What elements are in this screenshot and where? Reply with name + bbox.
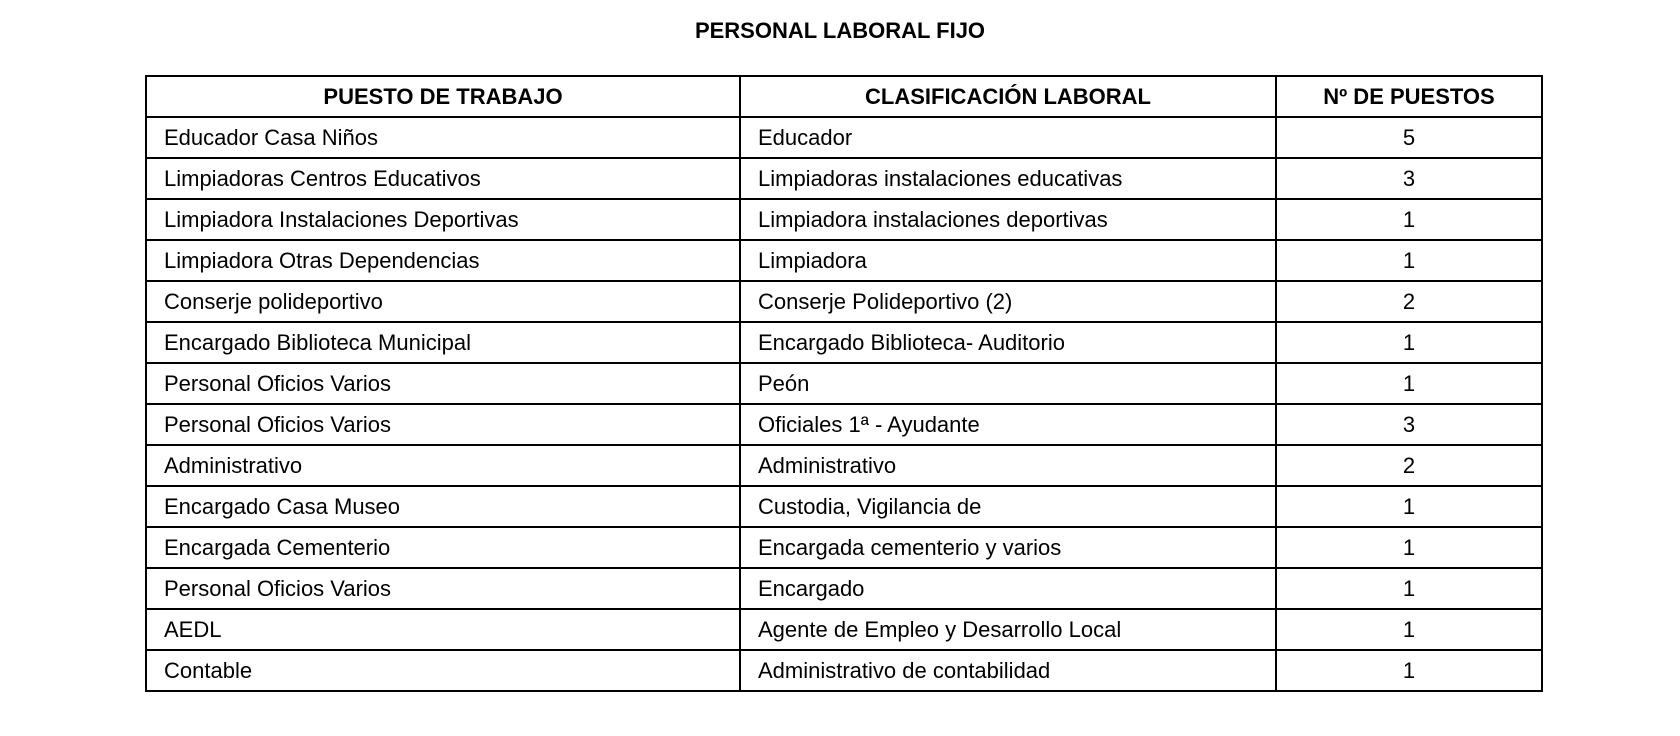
cell-numero: 1 [1276, 363, 1542, 404]
cell-puesto: Personal Oficios Varios [146, 568, 740, 609]
cell-numero: 2 [1276, 445, 1542, 486]
cell-numero: 1 [1276, 568, 1542, 609]
cell-clasificacion: Peón [740, 363, 1276, 404]
table-body [146, 117, 1542, 691]
table-row [146, 281, 1542, 322]
table-row [146, 568, 1542, 609]
cell-numero: 1 [1276, 199, 1542, 240]
cell-clasificacion: Agente de Empleo y Desarrollo Local [740, 609, 1276, 650]
cell-puesto: Contable [146, 650, 740, 691]
cell-puesto: Encargada Cementerio [146, 527, 740, 568]
cell-numero: 3 [1276, 158, 1542, 199]
cell-clasificacion: Encargado [740, 568, 1276, 609]
cell-clasificacion: Limpiadoras instalaciones educativas [740, 158, 1276, 199]
table-row [146, 240, 1542, 281]
cell-numero: 1 [1276, 609, 1542, 650]
cell-clasificacion: Encargada cementerio y varios [740, 527, 1276, 568]
cell-numero: 1 [1276, 650, 1542, 691]
cell-numero: 1 [1276, 527, 1542, 568]
table-row [146, 158, 1542, 199]
cell-clasificacion: Oficiales 1ª - Ayudante [740, 404, 1276, 445]
cell-puesto: Conserje polideportivo [146, 281, 740, 322]
header-numero: Nº DE PUESTOS [1276, 76, 1542, 117]
staff-table [145, 75, 1543, 692]
table-row [146, 117, 1542, 158]
table-row [146, 445, 1542, 486]
cell-clasificacion: Administrativo [740, 445, 1276, 486]
cell-clasificacion: Educador [740, 117, 1276, 158]
table-row [146, 486, 1542, 527]
cell-clasificacion: Encargado Biblioteca- Auditorio [740, 322, 1276, 363]
cell-clasificacion: Administrativo de contabilidad [740, 650, 1276, 691]
cell-puesto: Limpiadora Otras Dependencias [146, 240, 740, 281]
header-clasificacion: CLASIFICACIÓN LABORAL [740, 76, 1276, 117]
cell-clasificacion: Limpiadora instalaciones deportivas [740, 199, 1276, 240]
cell-puesto: AEDL [146, 609, 740, 650]
cell-numero: 1 [1276, 240, 1542, 281]
cell-puesto: Encargado Biblioteca Municipal [146, 322, 740, 363]
table-row [146, 650, 1542, 691]
cell-clasificacion: Limpiadora [740, 240, 1276, 281]
table-header-row [146, 76, 1542, 117]
table-row [146, 199, 1542, 240]
cell-numero: 1 [1276, 486, 1542, 527]
cell-numero: 2 [1276, 281, 1542, 322]
table-row [146, 527, 1542, 568]
cell-puesto: Administrativo [146, 445, 740, 486]
table-row [146, 363, 1542, 404]
document-title: PERSONAL LABORAL FIJO [694, 18, 986, 43]
cell-puesto: Limpiadora Instalaciones Deportivas [146, 199, 740, 240]
cell-numero: 3 [1276, 404, 1542, 445]
cell-puesto: Educador Casa Niños [146, 117, 740, 158]
cell-puesto: Personal Oficios Varios [146, 363, 740, 404]
cell-puesto: Personal Oficios Varios [146, 404, 740, 445]
table-row [146, 322, 1542, 363]
cell-puesto: Encargado Casa Museo [146, 486, 740, 527]
cell-clasificacion: Conserje Polideportivo (2) [740, 281, 1276, 322]
table-row [146, 404, 1542, 445]
table-row [146, 609, 1542, 650]
cell-clasificacion: Custodia, Vigilancia de [740, 486, 1276, 527]
header-puesto: PUESTO DE TRABAJO [146, 76, 740, 117]
cell-puesto: Limpiadoras Centros Educativos [146, 158, 740, 199]
cell-numero: 5 [1276, 117, 1542, 158]
cell-numero: 1 [1276, 322, 1542, 363]
